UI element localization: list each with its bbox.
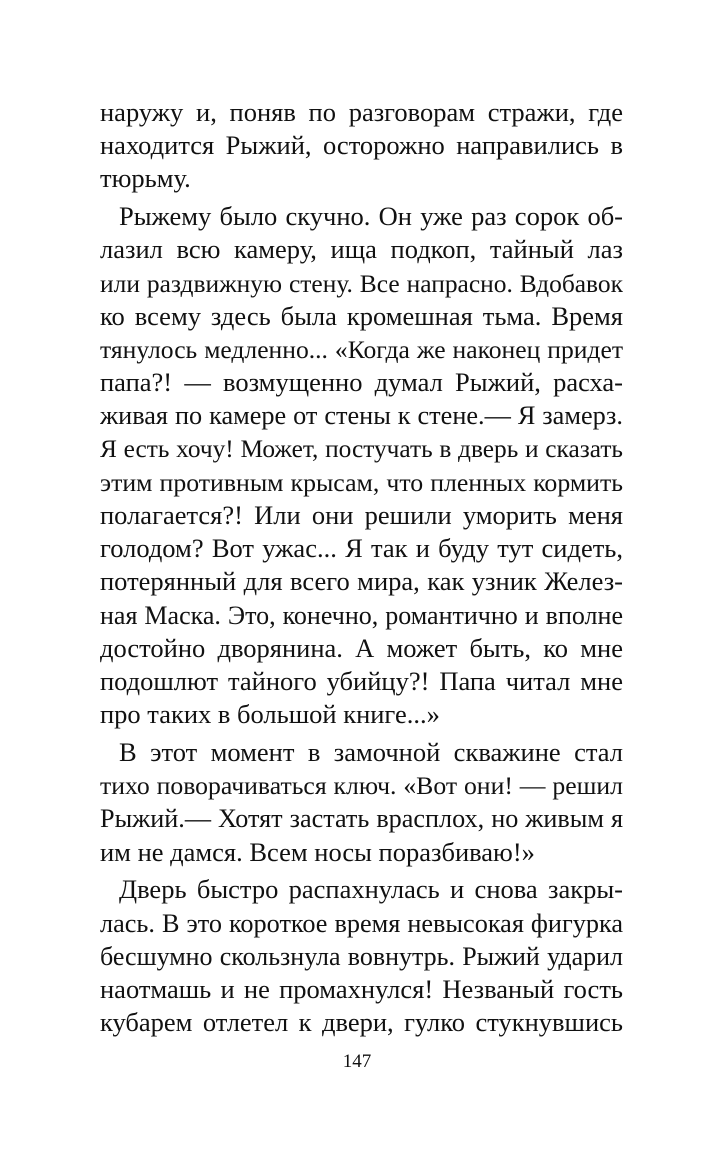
text-line: тянулось медленно... «Когда же наконец придет xyxy=(100,335,623,365)
text-line: живая по камере от стены к стене.— Я замерз. xyxy=(100,401,623,431)
text-line: достойно дворянина. А может быть, ко мне xyxy=(100,632,623,663)
text-line: этим противным крысам, что пленных кормить xyxy=(100,467,623,497)
text-line: папа?! — возмущенно думал Рыжий, расха- xyxy=(100,367,623,398)
text-line: ная Маска. Это, конечно, романтично и вполне xyxy=(100,600,623,630)
text-line: бесшумно скользнула вовнутрь. Рыжий ударил xyxy=(100,941,623,971)
text-line: Рыжему было скучно. Он уже раз сорок об- xyxy=(119,201,623,232)
text-line: голодом? Вот ужас... Я так и буду тут сидеть, xyxy=(100,533,623,564)
text-line: Я есть хочу! Может, постучать в дверь и сказать xyxy=(100,434,623,463)
text-line: лась. В это короткое время невысокая фигурка xyxy=(100,908,623,938)
text-line: наружу и, поняв по разговорам стражи, где xyxy=(100,97,623,127)
text-line: про таких в большой книге...» xyxy=(100,699,440,730)
text-line: им не дамся. Всем носы поразбиваю!» xyxy=(100,836,535,867)
text-line: ко всему здесь была кромешная тьма. Время xyxy=(100,300,623,331)
text-line: тихо поворачиваться ключ. «Вот они! — решил xyxy=(100,771,623,801)
text-line: или раздвижную стену. Все напрасно. Вдобавок xyxy=(100,268,623,298)
text-line: В этот момент в замочной скважине стал xyxy=(119,737,623,768)
text-line: подошлют тайного убийцу?! Папа читал мне xyxy=(100,666,623,697)
text-line: тюрьму. xyxy=(100,163,191,194)
text-line: потерянный для всего мира, как узник Желез- xyxy=(100,566,623,597)
text-line: полагается?! Или они решили уморить меня xyxy=(100,500,623,531)
text-line: Дверь быстро распахнулась и снова закры- xyxy=(119,874,623,905)
text-line: лазил всю камеру, ища подкоп, тайный лаз xyxy=(100,234,623,265)
text-line: кубарем отлетел к двери, гулко стукнувшись xyxy=(100,1007,623,1038)
text-line: наотмашь и не промахнулся! Незваный гость xyxy=(100,974,623,1005)
page-number: 147 xyxy=(342,1051,372,1072)
text-line: Рыжий.— Хотят застать врасплох, но живым я xyxy=(100,804,623,834)
text-line: находится Рыжий, осторожно направились в xyxy=(100,130,623,161)
body-text xyxy=(100,96,623,1039)
